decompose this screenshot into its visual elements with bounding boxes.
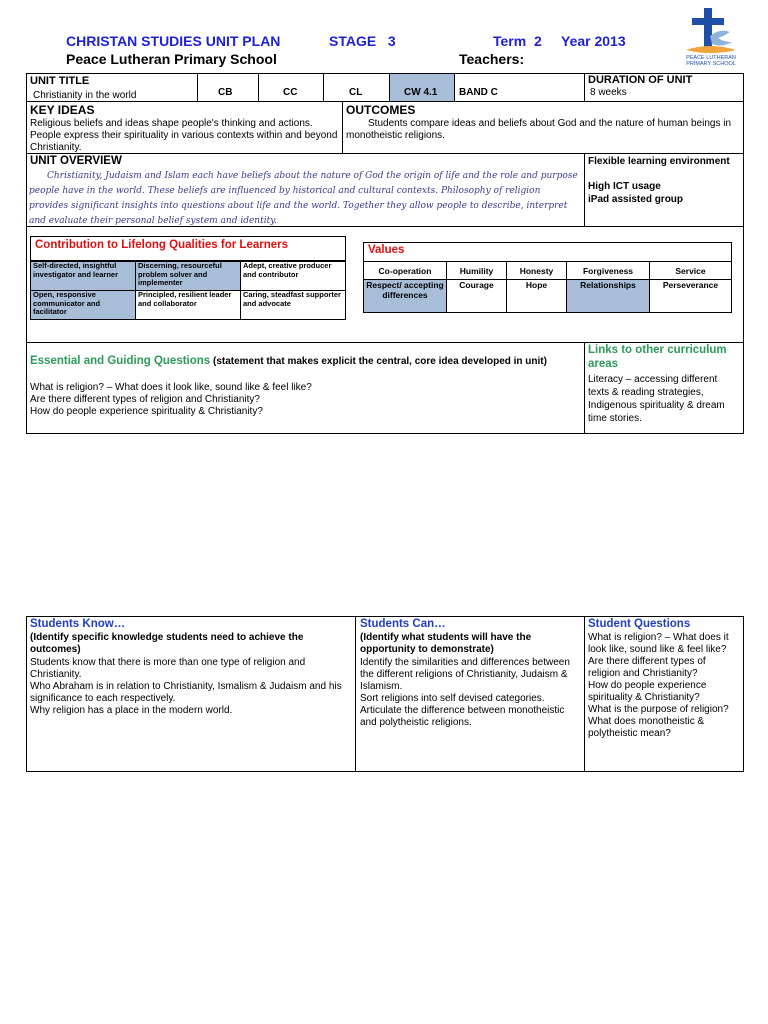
logo-caption <box>680 55 742 67</box>
can-subtitle: (Identify what students will have the opportunity to demonstrate) <box>360 632 532 655</box>
logo-line-1: PEACE LUTHERAN <box>686 55 736 61</box>
know-subtitle: (Identify specific knowledge students need to achieve the outcomes) <box>30 632 304 655</box>
cb-label: CB <box>218 87 233 98</box>
duration-value: 8 weeks <box>590 87 627 98</box>
questions-list <box>588 632 740 740</box>
can-item: Identify the similarities and differences between the different religions of Christianity, Judaism & Islamism. <box>360 657 570 692</box>
links-text: Literacy – accessing different texts & reading strategies, Indigenous spirituality & dream time stories. <box>588 374 725 424</box>
unit-title-value: Christianity in the world <box>33 90 137 101</box>
essential-question: Are there different types of religion and Christianity? <box>30 394 260 405</box>
year-label: Year 2013 <box>561 33 626 49</box>
essential-heading <box>30 355 582 368</box>
values-title: Values <box>368 244 405 256</box>
quality-cell: Caring, steadfast supporter and advocate <box>241 291 346 320</box>
cross-dove-icon <box>680 6 742 58</box>
essential-subtitle: (statement that makes explicit the central, core idea developed in unit) <box>212 356 547 367</box>
term-text: Term <box>493 33 527 49</box>
quality-cell: Discerning, resourceful problem solver and implementer <box>136 262 241 291</box>
question-item: How do people experience spirituality & Christianity? <box>588 680 707 703</box>
quality-cell: Adept, creative producer and contributor <box>241 262 346 291</box>
value-cell: Forgiveness <box>567 262 650 280</box>
cw-label: CW 4.1 <box>404 87 438 98</box>
know-title: Students Know… <box>30 618 126 630</box>
key-ideas-label: KEY IDEAS <box>30 103 95 117</box>
term-number: 2 <box>533 33 542 49</box>
can-item: Articulate the difference between monotheistic and polytheistic religions. <box>360 705 565 728</box>
essential-title: Essential and Guiding Questions <box>30 355 211 367</box>
school-logo <box>680 6 742 68</box>
plan-title: CHRISTAN STUDIES UNIT PLAN <box>66 33 281 49</box>
question-item: What is the purpose of religion? <box>588 704 729 715</box>
can-title: Students Can… <box>360 618 446 630</box>
can-list <box>360 657 580 729</box>
band-label: BAND C <box>459 87 498 98</box>
cl-label: CL <box>349 87 363 98</box>
quality-cell: Principled, resilient leader and collaborator <box>136 291 241 320</box>
essential-questions <box>30 382 582 418</box>
value-cell: Perseverance <box>650 280 732 313</box>
unit-title-label: UNIT TITLE <box>30 75 90 87</box>
know-item: Why religion has a place in the modern world. <box>30 705 233 716</box>
know-item: Who Abraham is in relation to Christianity, Ismalism & Judaism and his significance to each respectively. <box>30 681 342 704</box>
essential-question: How do people experience spirituality & Christianity? <box>30 406 263 417</box>
overview-text: Christianity, Judaism and Islam each have beliefs about the nature of God the origin of life and the role and purpose people have in the world. These beliefs are influenced by historical and cultural contexts. Philosophy of religion provides significant insights into questions about life and the world. Together they allow people to describe, interpret and evaluate their personal belief system and identity. <box>29 171 578 226</box>
qualities-table <box>30 261 346 320</box>
logo-line-2: PRIMARY SCHOOL <box>686 61 736 67</box>
question-item: Are there different types of religion and Christianity? <box>588 656 706 679</box>
value-cell: Humility <box>447 262 507 280</box>
questions-title: Student Questions <box>588 618 691 630</box>
cc-label: CC <box>283 87 298 98</box>
quality-cell: Self-directed, insightful investigator and learner <box>31 262 136 291</box>
value-cell: Respect/ accepting differences <box>364 280 447 313</box>
key-ideas-text: Religious beliefs and ideas shape people's thinking and actions. People express their spirituality in various contexts within and beyond Christianity. <box>30 118 338 153</box>
overview-side-3: iPad assisted group <box>588 194 684 205</box>
values-table <box>363 261 732 313</box>
teachers-label: Teachers: <box>459 51 525 67</box>
value-cell: Hope <box>507 280 567 313</box>
school-name: Peace Lutheran Primary School <box>66 51 277 67</box>
value-cell: Courage <box>447 280 507 313</box>
essential-question: What is religion? – What does it look like, sound like & feel like? <box>30 382 312 393</box>
qualities-title: Contribution to Lifelong Qualities for Learners <box>35 239 289 251</box>
value-cell: Relationships <box>567 280 650 313</box>
overview-label: UNIT OVERVIEW <box>30 155 122 167</box>
overview-side-1: Flexible learning environment <box>588 156 730 167</box>
values-header <box>363 242 732 262</box>
can-item: Sort religions into self devised categories. <box>360 693 545 704</box>
value-cell: Honesty <box>507 262 567 280</box>
know-item: Students know that there is more than one type of religion and Christianity. <box>30 657 306 680</box>
stage-label <box>329 33 396 49</box>
outcomes-label: OUTCOMES <box>346 103 416 117</box>
term-label <box>493 33 542 49</box>
know-list <box>30 657 352 717</box>
value-cell: Co-operation <box>364 262 447 280</box>
question-item: What does monotheistic & polytheistic mean? <box>588 716 705 739</box>
duration-label: DURATION OF UNIT <box>588 74 693 86</box>
stage-number: 3 <box>387 33 396 49</box>
links-title: Links to other curriculum areas <box>588 344 727 370</box>
overview-side-2: High ICT usage <box>588 181 661 192</box>
question-item: What is religion? – What does it look like, sound like & feel like? <box>588 632 729 655</box>
quality-cell: Open, responsive communicator and facilitator <box>31 291 136 320</box>
stage-text: STAGE <box>329 33 377 49</box>
outcomes-text: Students compare ideas and beliefs about God and the nature of human beings in monotheistic religions. <box>346 118 732 141</box>
value-cell: Service <box>650 262 732 280</box>
